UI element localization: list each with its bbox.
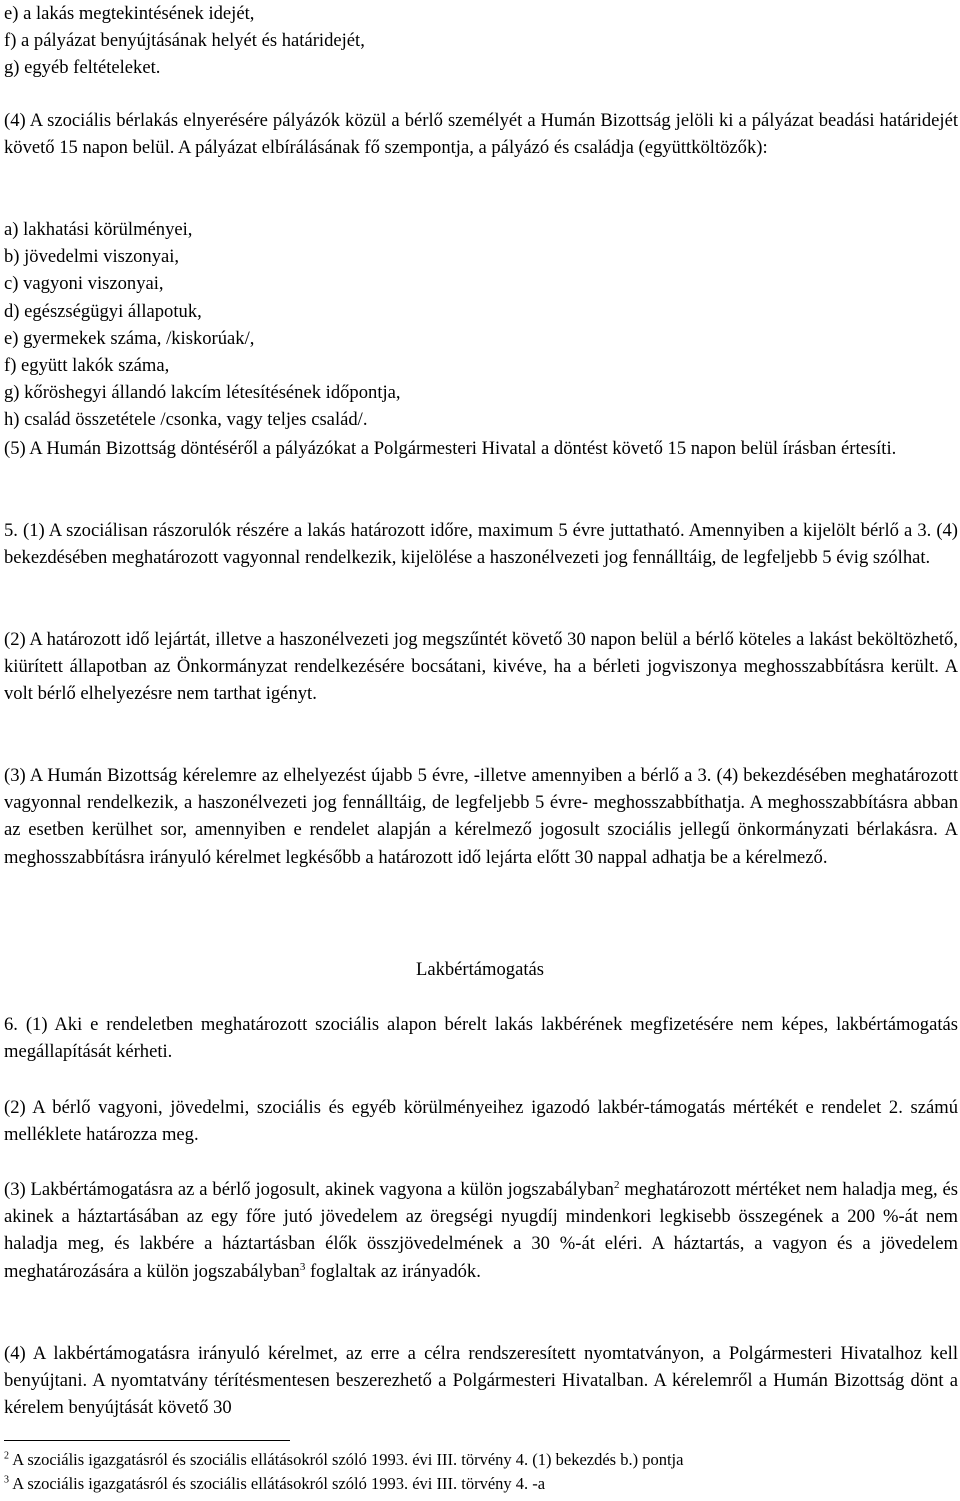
paragraph-4 xyxy=(4,107,958,161)
footnote-separator xyxy=(4,1440,290,1441)
section-6-paragraph-3 xyxy=(4,1176,958,1285)
footnote-mark: 3 xyxy=(4,1474,9,1486)
section-5-paragraph-1-text: 5. (1) A szociálisan rászorulók részére a lakás határozott időre, maximum 5 évre juttatható. Amennyiben a kijelölt bérlő a 3. (4) bekezdésében meghatározott vagyonnal rendelkezik, kijelölése a haszonélvezeti jog fennálltáig, de legfeljebb 5 évig szólhat. xyxy=(4,520,958,569)
list-item: f) a pályázat benyújtásának helyét és határidejét, xyxy=(4,30,365,52)
submission-list xyxy=(4,0,958,82)
footnote xyxy=(4,1448,958,1471)
list-item: e) a lakás megtekintésének idejét, xyxy=(4,3,255,24)
paragraph-5-text: (5) A Humán Bizottság döntéséről a pályázókat a Polgármesteri Hivatal a döntést követő 15 napon belül írásban értesíti. xyxy=(4,438,897,459)
section-6-paragraph-3-text xyxy=(4,1176,958,1285)
section-6-paragraph-2 xyxy=(4,1094,958,1148)
section-6-paragraph-1-text: 6. (1) Aki e rendeletben meghatározott szociális alapon bérelt lakás lakbérének megfizetésére nem képes, lakbértámogatás megállapítását kérheti. xyxy=(4,1014,958,1063)
section-5-paragraph-3-text: (3) A Humán Bizottság kérelemre az elhelyezést újabb 5 évre, -illetve amennyiben a bérlő a 3. (4) bekezdésében meghatározott vagyonnal rendelkezik, a haszonélvezeti jog fennálltáig, de legfeljebb 5 évre- meghosszabbíthatja. A meghosszabbításra abban az esetben kerülhet sor, amennyiben e rendelet alapján a kérelmező jogosult szociális jellegű önkormányzati bérlakásra. A meghosszabbításra irányuló kérelmet legkésőbb a határozott idő lejárta előtt 30 nappal adhatja be a kérelmező. xyxy=(4,765,958,868)
list-item: e) gyermekek száma, /kiskorúak/, xyxy=(4,327,255,349)
footnote-mark: 2 xyxy=(4,1450,9,1462)
paragraph-4-text: (4) A szociális bérlakás elnyerésére pályázók közül a bérlő személyét a Humán Bizottság jelöli ki a pályázat beadási határidejét követő 15 napon belül. A pályázat elbírálásának fő szempontja, a pályázó és családja (együttköltözők): xyxy=(4,110,958,159)
footnote xyxy=(4,1472,958,1495)
list-item: g) egyéb feltételeket. xyxy=(4,57,161,79)
footnote-text: A szociális igazgatásról és szociális ellátásokról szóló 1993. évi III. törvény 4. (1) bekezdés b.) pontja xyxy=(9,1450,684,1469)
section-6-paragraph-4-text: (4) A lakbértámogatásra irányuló kérelmet, az erre a célra rendszeresített nyomtatványon, a Polgármesteri Hivatalhoz kell benyújtani. A nyomtatvány térítésmentesen beszerezhető a Polgármesteri Hivatalban. A kérelemről a Humán Bizottság dönt a kérelem benyújtását követő 30 xyxy=(4,1343,958,1419)
list-item: h) család összetétele /csonka, vagy teljes család/. xyxy=(4,409,368,431)
section-5-paragraph-2 xyxy=(4,626,958,708)
paragraph-text: foglaltak az irányadók. xyxy=(305,1260,481,1282)
list-item: g) kőröshegyi állandó lakcím létesítésének időpontja, xyxy=(4,382,401,404)
list-item: c) vagyoni viszonyai, xyxy=(4,273,164,295)
criteria-list xyxy=(4,216,958,434)
section-heading: Lakbértámogatás xyxy=(415,959,545,980)
list-item: f) együtt lakók száma, xyxy=(4,355,170,377)
paragraph-text: (3) Lakbértámogatásra az a bérlő jogosult, akinek vagyona a külön jogszabályban xyxy=(4,1179,614,1200)
section-5-paragraph-2-text: (2) A határozott idő lejártát, illetve a haszonélvezeti jog megszűntét követő 30 napon belül a bérlő köteles a lakást beköltözhető, kiürített állapotban az Önkormányzat rendelkezésére bocsátani, kivéve, ha a bérleti jogviszonya meghosszabbításra került. A volt bérlő elhelyezésre nem tarthat igényt. xyxy=(4,629,958,705)
footnote-reference: 3 xyxy=(299,1260,306,1273)
section-6-paragraph-2-text: (2) A bérlő vagyoni, jövedelmi, szociális és egyéb körülményeihez igazodó lakbér-támogatás mértékét e rendelet 2. számú melléklete határozza meg. xyxy=(4,1097,958,1146)
list-item: a) lakhatási körülményei, xyxy=(4,219,193,240)
section-6-paragraph-4 xyxy=(4,1340,958,1422)
section-5-paragraph-1 xyxy=(4,517,958,571)
section-6-paragraph-1 xyxy=(4,1011,958,1065)
paragraph-5 xyxy=(4,435,958,462)
footnote-text: A szociális igazgatásról és szociális ellátásokról szóló 1993. évi III. törvény 4. -a xyxy=(9,1474,546,1493)
list-item: d) egészségügyi állapotuk, xyxy=(4,300,202,322)
footnote-reference: 2 xyxy=(613,1178,620,1191)
list-item: b) jövedelmi viszonyai, xyxy=(4,246,180,268)
section-5-paragraph-3 xyxy=(4,762,958,871)
paragraph-text: meghatározott mértéket nem haladja meg, és akinek a háztartásában az egy főre jutó jövedelem az öregségi nyugdíj mindenkori legkisebb összegének a 200 %-át nem haladja meg, és lakbére a háztartásban élők összjövedelmének a 30 %-át eléri. A háztartás, a vagyon és a jövedelem meghatározására a külön jogszabályban xyxy=(4,1179,958,1282)
